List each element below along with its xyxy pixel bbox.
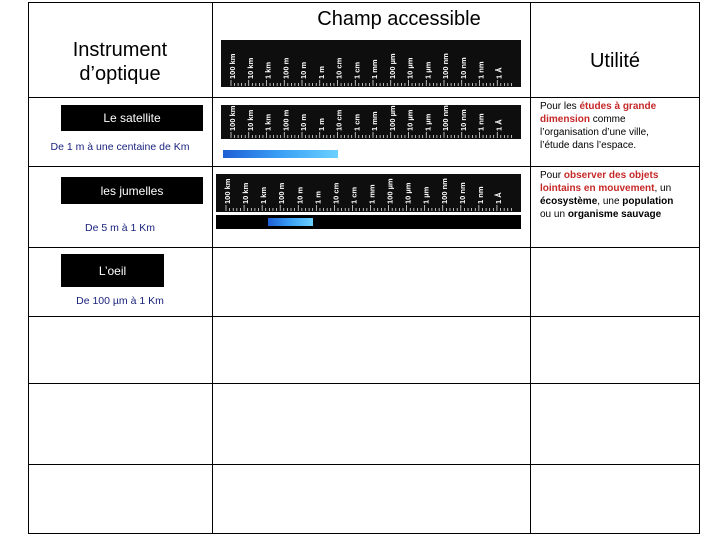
scale-tick-label: 10 m	[299, 113, 308, 131]
scale-tick-label: 1 km	[259, 186, 269, 204]
scale-tick-label: 1 cm	[352, 113, 362, 131]
scale-tick-label: 100 km	[223, 178, 232, 204]
range-satellite: De 1 m à une centaine de Km	[50, 141, 190, 153]
scale-tick-label: 10 µm	[403, 182, 413, 204]
scale-tick-label: 10 nm	[458, 109, 468, 131]
scale-tick-label: 10 nm	[458, 57, 468, 79]
row-divider-1	[28, 97, 700, 98]
scale-tick-label: 1 µm	[423, 113, 433, 131]
range-strip-binoculars	[216, 215, 521, 229]
utility-binoculars-highlight-4: organisme sauvage	[567, 209, 662, 220]
scale-tick-label: 10 nm	[457, 182, 467, 204]
scale-tick-label: 100 nm	[441, 105, 450, 131]
utility-binoculars-text-3: , une	[597, 196, 623, 207]
row-divider-2	[28, 166, 700, 167]
scale-ruler-satellite	[221, 105, 521, 139]
scale-tick-label: 100 km	[228, 53, 237, 79]
scale-tick-label: 1 Å	[494, 67, 504, 79]
range-eye: De 100 µm à 1 Km	[76, 295, 164, 307]
scale-tick-label: 100 nm	[439, 178, 449, 204]
scale-tick-label: 100 nm	[441, 53, 450, 79]
row-divider-4	[28, 316, 700, 317]
utility-satellite-text-1: Pour les	[540, 101, 580, 112]
scale-tick-label: 1 km	[263, 61, 273, 79]
utility-satellite-highlight: études à grande dimension	[540, 101, 657, 125]
scale-tick-label: 100 m	[277, 182, 287, 204]
scale-tick-label: 1 Å	[494, 119, 504, 131]
scale-tick-label: 1 mm	[370, 111, 379, 131]
utility-binoculars-text-4: ou un	[540, 209, 568, 220]
header-field-of-view: Champ accessible	[317, 8, 481, 30]
scale-tick-label: 100 µm	[385, 178, 395, 204]
utility-binoculars-highlight-2: écosystème	[540, 196, 598, 207]
scale-tick-label: 100 m	[281, 57, 291, 79]
header-instrument: Instrument d’optique	[72, 39, 168, 85]
scale-tick-label: 10 µm	[405, 57, 415, 79]
scale-tick-label: 1 nm	[476, 113, 486, 131]
scale-tick-label: 10 km	[245, 57, 255, 79]
scale-tick-label: 100 µm	[387, 105, 397, 131]
table-border-right	[699, 2, 700, 534]
scale-tick-label: 1 m	[316, 118, 326, 131]
scale-tick-label: 1 µm	[421, 186, 431, 204]
instrument-label-satellite: Le satellite	[61, 105, 203, 131]
utility-binoculars-highlight-3: population	[622, 196, 674, 207]
scale-tick-label: 100 m	[281, 109, 291, 131]
scale-tick-label: 10 km	[241, 182, 251, 204]
range-bar-satellite	[223, 150, 338, 158]
column-divider-2	[530, 2, 531, 534]
scale-tick-label: 1 µm	[423, 61, 433, 79]
header-utility: Utilité	[589, 50, 640, 72]
instrument-label-binoculars: les jumelles	[61, 177, 203, 204]
scale-tick-label: 10 km	[245, 109, 255, 131]
scale-tick-label: 1 mm	[367, 184, 377, 204]
scale-tick-label: 1 m	[313, 191, 323, 204]
range-binoculars: De 5 m à 1 Km	[84, 222, 156, 234]
scale-tick-label: 10 cm	[334, 109, 344, 131]
scale-tick-label: 1 m	[316, 66, 326, 79]
scale-tick-label: 1 nm	[475, 186, 485, 204]
scale-tick-label: 100 km	[228, 105, 237, 131]
scale-ruler-header	[221, 40, 521, 87]
scale-tick-label: 1 km	[263, 113, 273, 131]
scale-tick-label: 10 µm	[405, 109, 415, 131]
table-border-bottom	[28, 533, 700, 534]
range-bar-binoculars	[268, 218, 313, 226]
scale-tick-label: 1 Å	[493, 192, 503, 204]
scale-tick-label: 10 m	[299, 61, 308, 79]
scale-tick-label: 10 cm	[334, 57, 344, 79]
row-divider-3	[28, 247, 700, 248]
comparison-table	[28, 2, 700, 534]
scale-tick-label: 1 mm	[370, 59, 379, 79]
utility-satellite	[540, 100, 680, 152]
row-divider-6	[28, 464, 700, 465]
row-divider-5	[28, 383, 700, 384]
scale-tick-label: 1 cm	[349, 186, 359, 204]
scale-tick-label: 1 nm	[476, 61, 486, 79]
scale-tick-label: 10 cm	[331, 182, 341, 204]
utility-binoculars-text-1: Pour	[540, 170, 564, 181]
scale-tick-label: 1 cm	[352, 61, 362, 79]
column-divider-1	[212, 2, 213, 534]
scale-tick-label: 10 m	[295, 186, 305, 204]
utility-binoculars	[540, 169, 682, 221]
instrument-label-eye: L’oeil	[61, 254, 164, 287]
utility-binoculars-highlight-1: observer des objets lointains en mouvement	[540, 170, 659, 194]
scale-ruler-binoculars	[216, 174, 521, 212]
scale-tick-label: 100 µm	[387, 53, 397, 79]
utility-binoculars-text-2: , un	[654, 183, 672, 194]
table-border-top	[28, 2, 700, 3]
utility-satellite-text-2: comme l’organisation d’une ville, l’étude dans l’espace.	[540, 114, 649, 151]
